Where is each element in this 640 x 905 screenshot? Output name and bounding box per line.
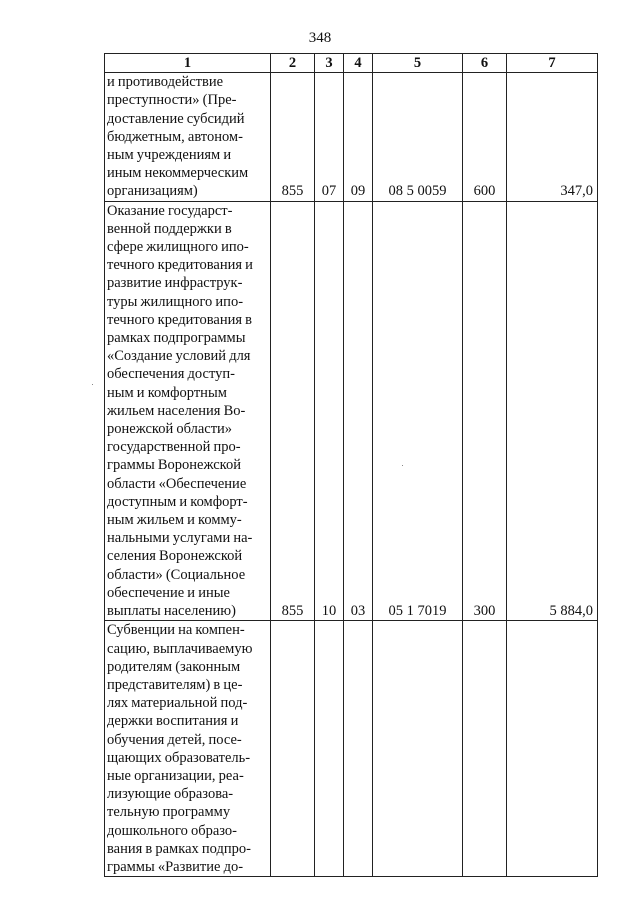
target-article-code bbox=[373, 621, 463, 877]
description-line: вания в рамках подпро- bbox=[107, 840, 251, 857]
description-line: нальными услугами на- bbox=[107, 530, 253, 547]
description-line: ным жильем и комму- bbox=[107, 512, 242, 529]
description-line: обучения детей, посе- bbox=[107, 731, 242, 748]
description-line: Субвенции на компен- bbox=[107, 622, 245, 639]
description-line: бюджетным, автоном- bbox=[107, 128, 243, 145]
expense-type-code: 300 bbox=[463, 201, 507, 621]
ministry-code: 855 bbox=[271, 201, 315, 621]
description-line: ронежской области» bbox=[107, 421, 233, 438]
description-line: граммы «Развитие до- bbox=[107, 858, 244, 875]
description-line: туры жилищного ипо- bbox=[107, 293, 244, 310]
subsection-code: 09 bbox=[344, 73, 373, 201]
description-line: течного кредитования и bbox=[107, 257, 253, 274]
header-row bbox=[105, 54, 598, 73]
header-col-7: 7 bbox=[507, 54, 598, 73]
description-line: обеспечения доступ- bbox=[107, 366, 235, 383]
scan-speck bbox=[92, 384, 93, 385]
description-line: обеспечение и иные bbox=[107, 584, 230, 601]
description-line: граммы Воронежской bbox=[107, 457, 241, 474]
amount-value: 347,0 bbox=[507, 73, 598, 201]
table-row bbox=[105, 201, 598, 621]
description-line: преступности» (Пре- bbox=[107, 92, 237, 109]
amount-value bbox=[507, 621, 598, 877]
row-description bbox=[105, 73, 271, 201]
scan-speck bbox=[402, 465, 403, 466]
ministry-code: 855 bbox=[271, 73, 315, 201]
description-line: тельную программу bbox=[107, 804, 231, 821]
table-row bbox=[105, 621, 598, 877]
description-line: лизующие образова- bbox=[107, 786, 234, 803]
section-code: 07 bbox=[315, 73, 344, 201]
description-line: селения Воронежской bbox=[107, 548, 243, 565]
description-line: лях материальной под- bbox=[107, 695, 248, 712]
amount-value: 5 884,0 bbox=[507, 201, 598, 621]
description-line: Оказание государст- bbox=[107, 202, 233, 219]
subsection-code: 03 bbox=[344, 201, 373, 621]
description-line: венной поддержки в bbox=[107, 220, 232, 237]
description-line: развитие инфраструк- bbox=[107, 275, 243, 292]
description-line: выплаты населению) bbox=[107, 603, 236, 620]
description-line: держки воспитания и bbox=[107, 713, 239, 730]
budget-table bbox=[104, 53, 598, 877]
description-line: иным некоммерческим bbox=[107, 165, 249, 182]
description-line: дошкольного образо- bbox=[107, 822, 238, 839]
header-col-4: 4 bbox=[344, 54, 373, 73]
page-number: 348 bbox=[308, 30, 332, 46]
description-line: рамках подпрограммы bbox=[107, 330, 246, 347]
subsection-code bbox=[344, 621, 373, 877]
description-line: организациям) bbox=[107, 183, 198, 200]
description-line: области «Обеспечение bbox=[107, 475, 247, 492]
header-col-2: 2 bbox=[271, 54, 315, 73]
header-col-3: 3 bbox=[315, 54, 344, 73]
header-col-5: 5 bbox=[373, 54, 463, 73]
row-description bbox=[105, 201, 271, 621]
header-col-1: 1 bbox=[105, 54, 271, 73]
section-code bbox=[315, 621, 344, 877]
description-line: и противодействие bbox=[107, 74, 224, 91]
expense-type-code: 600 bbox=[463, 73, 507, 201]
description-line: течного кредитования в bbox=[107, 311, 252, 328]
header-col-6: 6 bbox=[463, 54, 507, 73]
description-line: ные организации, реа- bbox=[107, 767, 244, 784]
description-line: жильем населения Во- bbox=[107, 402, 246, 419]
description-line: доставление субсидий bbox=[107, 110, 245, 127]
target-article-code: 05 1 7019 bbox=[373, 201, 463, 621]
ministry-code bbox=[271, 621, 315, 877]
row-description bbox=[105, 621, 271, 877]
description-line: сфере жилищного ипо- bbox=[107, 239, 249, 256]
description-line: области» (Социальное bbox=[107, 566, 246, 583]
table-row bbox=[105, 73, 598, 201]
description-line: ным и комфортным bbox=[107, 384, 227, 401]
description-line: родителям (законным bbox=[107, 658, 241, 675]
description-line: представителям) в це- bbox=[107, 676, 243, 693]
description-line: щающих образователь- bbox=[107, 749, 251, 766]
description-line: государственной про- bbox=[107, 439, 241, 456]
target-article-code: 08 5 0059 bbox=[373, 73, 463, 201]
description-line: «Создание условий для bbox=[107, 348, 251, 365]
description-line: сацию, выплачиваемую bbox=[107, 640, 253, 657]
description-line: ным учреждениям и bbox=[107, 147, 232, 164]
section-code: 10 bbox=[315, 201, 344, 621]
expense-type-code bbox=[463, 621, 507, 877]
description-line: доступным и комфорт- bbox=[107, 493, 248, 510]
